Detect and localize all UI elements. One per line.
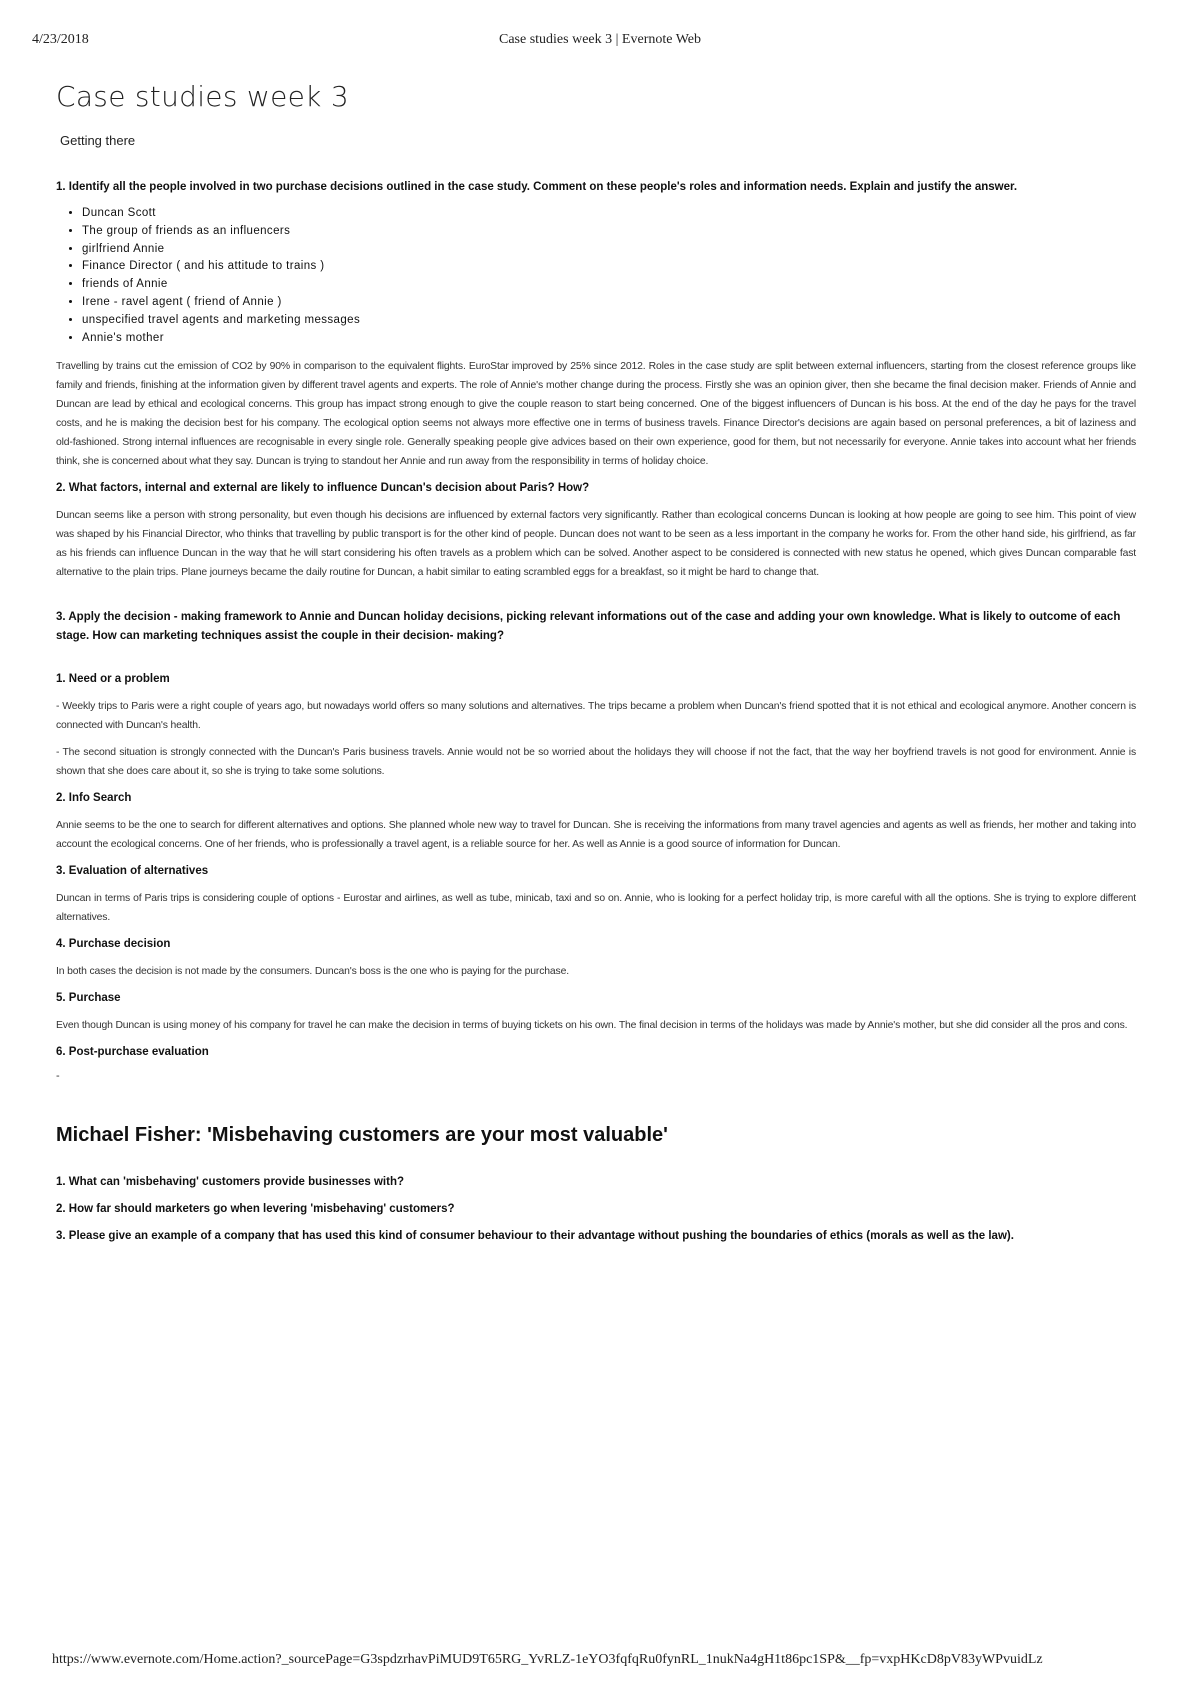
empty-dash: - — [56, 1070, 60, 1083]
stage-heading: 1. Need or a problem — [56, 673, 170, 686]
print-header-title: Case studies week 3 | Evernote Web — [498, 32, 702, 47]
stage-heading: 2. Info Search — [56, 792, 132, 805]
list-item: • The group of friends as an influencers — [82, 223, 1136, 241]
stage-paragraph: - Weekly trips to Paris were a right couple of years ago, but nowadays world offers so many solutions and alternatives. The trips became a problem when Duncan's friend spotted that it is not ethical and ecological anymore. Another concern is connected with Duncan's health. — [56, 701, 1136, 732]
print-footer-url: https://www.evernote.com/Home.action?_sourcePage=G3spdzrhavPiMUD9T65RG_YvRLZ-1eYO3fqfqRu0fynRL_1nukNa4gH1t86pc1SP&__fp=vxpHKcD8pV83yWPvuidLz — [52, 1652, 1043, 1667]
answer-2-paragraph: Duncan seems like a person with strong personality, but even though his decisions are influenced by external factors very significantly. Rather than ecological concerns Duncan is looking at how people are going to see him. This point of view was shaped by his Financial Director, who thinks that travelling by public transport is for the other kind of people. Duncan does not want to be seen as a less important in the company he works for. From the other hand side, his girlfriend, as far as his friends can influence Duncan in the way that he will start considering his often travels as a problem which can be solved. Another aspect to be considered is connected with new status he opened, which gives Duncan comparable fast alternative to the plain trips. Plane journeys became the daily routine for Duncan, a habit similar to eating scrambled eggs for a breakfast, so it might be hard to change that. — [56, 510, 1136, 579]
list-item: • Annie's mother — [82, 330, 1136, 348]
stage-paragraph: Duncan in terms of Paris trips is considering couple of options - Eurostar and airlines, as well as tube, minicab, taxi and so on. Annie, who is looking for a perfect holiday trip, is more careful with all the options. She is trying to explore different alternatives. — [56, 893, 1136, 924]
stage-heading: 4. Purchase decision — [56, 938, 171, 951]
list-item: • unspecified travel agents and marketing messages — [82, 312, 1136, 330]
stage-paragraph: In both cases the decision is not made by the consumers. Duncan's boss is the one who is paying for the purchase. — [56, 966, 569, 978]
question-2: 2. What factors, internal and external are likely to influence Duncan's decision about Paris? How? — [56, 482, 590, 495]
stage-heading: 5. Purchase — [56, 992, 121, 1005]
note-subtitle: Getting there — [60, 133, 136, 148]
list-item: • Irene - ravel agent ( friend of Annie ) — [82, 294, 1136, 312]
note-title: Case studies week 3 — [56, 80, 349, 113]
stage-paragraph: - The second situation is strongly connected with the Duncan's Paris business travels. Annie would not be so worried about the holidays they will choose if not the fact, that the way her boyfriend travels is not good for environment. Annie is shown that she does care about it, so she is trying to take some solutions. — [56, 747, 1136, 778]
list-item: • Finance Director ( and his attitude to trains ) — [82, 258, 1136, 276]
article-title: Michael Fisher: 'Misbehaving customers are your most valuable' — [56, 1124, 668, 1147]
stage-paragraph: Annie seems to be the one to search for different alternatives and options. She planned whole new way to travel for Duncan. She is receiving the informations from many travel agencies and agents as well as friends, her mother and taking into account the ecological concerns. One of her friends, who is professionally a travel agent, is a reliable source for her. As well as Annie is a good source of information for Duncan. — [56, 820, 1136, 851]
answer-1-paragraph: Travelling by trains cut the emission of CO2 by 90% in comparison to the equivalent flights. EuroStar improved by 25% since 2012. Roles in the case study are split between external influencers, starting from the closest reference groups like family and friends, finishing at the information given by different travel agents and experts. The role of Annie's mother change during the process. Firstly she was an opinion giver, then she became the final decision maker. Friends of Annie and Duncan are lead by ethical and ecological concerns. This group has impact strong enough to give the couple reason to start being concerned. One of the biggest influencers of Duncan is his boss. At the end of the day he pays for the travel costs, and he is making the decision best for his company. The ecological option seems not always more effective one in terms of business travels. Finance Director's decisions are again based on personal preferences, a bit of laziness and old-fashioned. Strong internal influences are recognisable in every single role. Generally speaking people give advices based on their own experience, good for them, but not necessarily for everyone. Annie takes into account what her friends think, she is concerned about what they say. Duncan is trying to standout her Annie and run away from the responsibility in terms of holiday choice. — [56, 361, 1136, 468]
question-1: 1. Identify all the people involved in two purchase decisions outlined in the case study. Comment on these people's roles and information needs. Explain and justify the answer. — [56, 181, 1018, 193]
article-question: 3. Please give an example of a company that has used this kind of consumer behaviour to their advantage without pushing the boundaries of ethics (morals as well as the law). — [56, 1230, 1014, 1243]
article-question: 1. What can 'misbehaving' customers provide businesses with? — [56, 1176, 405, 1189]
people-list — [56, 205, 1136, 347]
list-item: • girlfriend Annie — [82, 241, 1136, 259]
list-item: • friends of Annie — [82, 276, 1136, 294]
stage-paragraph: Even though Duncan is using money of his company for travel he can make the decision in terms of buying tickets on his own. The final decision in terms of the holidays was made by Annie's mother, but she did consider all the pros and cons. — [56, 1020, 1128, 1032]
stage-heading: 6. Post-purchase evaluation — [56, 1046, 209, 1059]
stage-heading: 3. Evaluation of alternatives — [56, 865, 209, 878]
list-item: • Duncan Scott — [82, 205, 1136, 223]
note-content — [56, 80, 1136, 1254]
article-question: 2. How far should marketers go when levering 'misbehaving' customers? — [56, 1203, 455, 1216]
question-3: 3. Apply the decision - making framework to Annie and Duncan holiday decisions, picking relevant informations out of the case and adding your own knowledge. What is likely to outcome of each stage. How can marketing techniques assist the couple in their decision- making? — [56, 611, 1121, 643]
print-date: 4/23/2018 — [32, 32, 89, 47]
